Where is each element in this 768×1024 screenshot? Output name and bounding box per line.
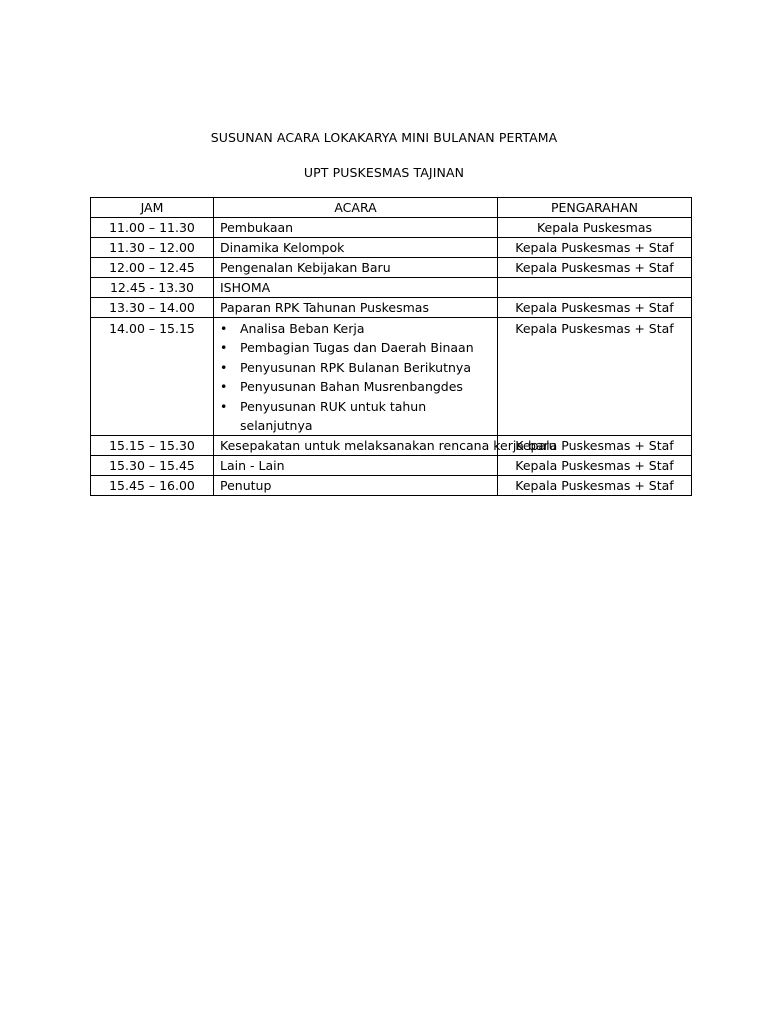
agenda-cell — [214, 318, 498, 436]
bullet-icon: • — [220, 340, 228, 356]
agenda-cell: Pengenalan Kebijakan Baru — [214, 258, 498, 278]
time-cell: 12.00 – 12.45 — [91, 258, 214, 278]
time-cell: 15.45 – 16.00 — [91, 476, 214, 496]
agenda-cell: ISHOMA — [214, 278, 498, 298]
direction-cell: Kepala Puskesmas + Staf — [498, 436, 692, 456]
bullet-icon: • — [220, 379, 228, 395]
list-item-label: Penyusunan RPK Bulanan Berikutnya — [240, 359, 471, 375]
agenda-cell: Pembukaan — [214, 218, 498, 238]
agenda-bullet-list — [220, 319, 491, 435]
list-item — [220, 358, 491, 377]
schedule-table — [90, 197, 692, 496]
agenda-cell: Penutup — [214, 476, 498, 496]
table-row — [91, 436, 692, 456]
time-cell: 11.30 – 12.00 — [91, 238, 214, 258]
direction-cell: Kepala Puskesmas + Staf — [498, 476, 692, 496]
list-item — [220, 377, 491, 396]
list-item-label: Penyusunan RUK untuk tahun selanjutnya — [240, 398, 427, 434]
list-item-label: Analisa Beban Kerja — [240, 321, 365, 336]
time-cell: 12.45 - 13.30 — [91, 278, 214, 298]
column-header-acara: ACARA — [214, 198, 498, 218]
time-cell: 13.30 – 14.00 — [91, 298, 214, 318]
list-item-label: Penyusunan Bahan Musrenbangdes — [240, 379, 463, 395]
table-header-row — [91, 198, 692, 218]
table-row — [91, 218, 692, 238]
column-header-jam: JAM — [91, 198, 214, 218]
direction-cell — [498, 278, 692, 298]
bullet-icon: • — [220, 359, 228, 375]
document-subtitle: UPT PUSKESMAS TAJINAN — [303, 165, 465, 180]
time-cell: 14.00 – 15.15 — [91, 318, 214, 436]
bullet-icon: • — [220, 321, 228, 336]
list-item — [220, 319, 491, 338]
bullet-icon: • — [220, 398, 228, 414]
table-row — [91, 456, 692, 476]
list-item-label: Pembagian Tugas dan Daerah Binaan — [240, 340, 474, 356]
direction-cell: Kepala Puskesmas — [498, 218, 692, 238]
time-cell: 15.15 – 15.30 — [91, 436, 214, 456]
list-item — [220, 397, 491, 436]
table-row — [91, 258, 692, 278]
table-row — [91, 298, 692, 318]
direction-cell: Kepala Puskesmas + Staf — [498, 318, 692, 436]
agenda-cell: Dinamika Kelompok — [214, 238, 498, 258]
agenda-cell: Lain - Lain — [214, 456, 498, 476]
time-cell: 11.00 – 11.30 — [91, 218, 214, 238]
table-row — [91, 238, 692, 258]
list-item — [220, 338, 491, 357]
agenda-cell: Paparan RPK Tahunan Puskesmas — [214, 298, 498, 318]
direction-cell: Kepala Puskesmas + Staf — [498, 238, 692, 258]
time-cell: 15.30 – 15.45 — [91, 456, 214, 476]
table-row — [91, 278, 692, 298]
direction-cell: Kepala Puskesmas + Staf — [498, 456, 692, 476]
direction-cell: Kepala Puskesmas + Staf — [498, 258, 692, 278]
direction-cell: Kepala Puskesmas + Staf — [498, 298, 692, 318]
column-header-pengarahan: PENGARAHAN — [498, 198, 692, 218]
document-title: SUSUNAN ACARA LOKAKARYA MINI BULANAN PERTAMA — [210, 130, 558, 145]
agenda-cell: Kesepakatan untuk melaksanakan rencana kerja baru — [214, 436, 498, 456]
table-row — [91, 476, 692, 496]
table-row — [91, 318, 692, 436]
